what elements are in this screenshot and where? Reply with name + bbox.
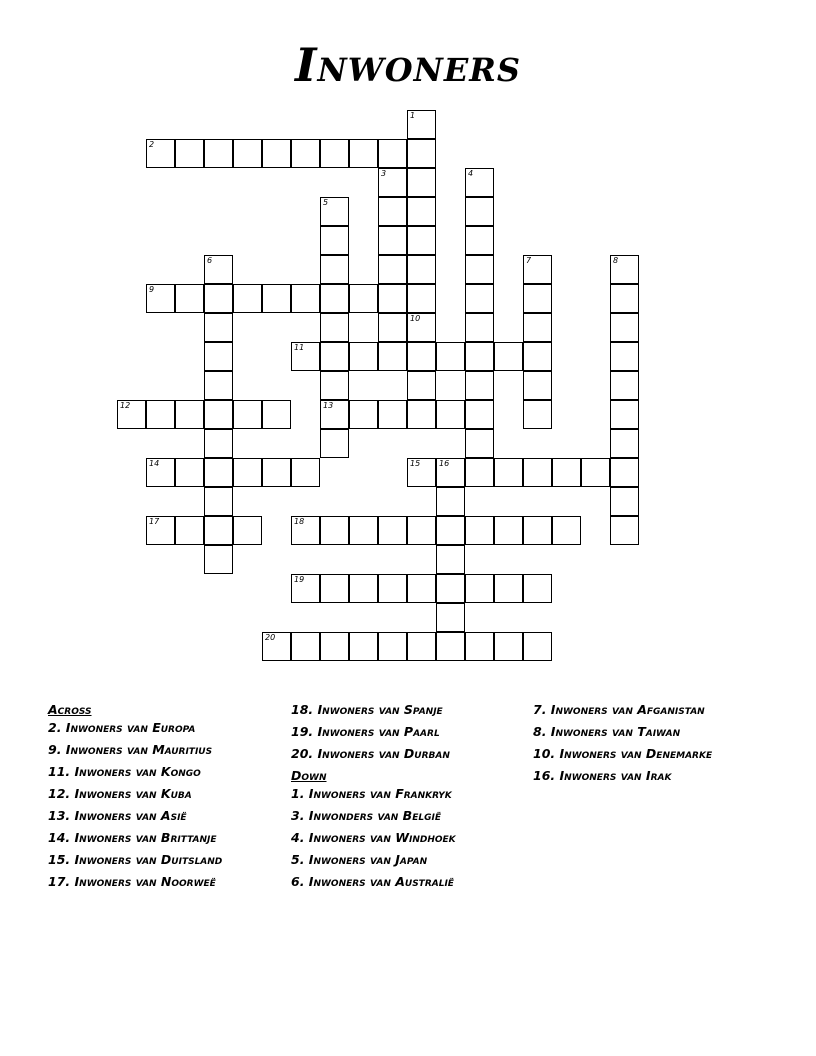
clue-number-label: 14. — [48, 830, 71, 845]
clue-number-label: 2. — [48, 720, 62, 735]
grid-cell[interactable] — [146, 284, 175, 313]
grid-cell[interactable] — [465, 458, 494, 487]
grid-cell[interactable] — [320, 371, 349, 400]
grid-cell[interactable] — [523, 342, 552, 371]
grid-cell[interactable] — [436, 487, 465, 516]
clue-number-label: 16. — [533, 768, 556, 783]
grid-cell[interactable] — [610, 429, 639, 458]
clue-column-3 — [533, 702, 758, 790]
clue-number: 5 — [323, 198, 329, 207]
grid-cell[interactable] — [523, 255, 552, 284]
grid-cell[interactable] — [146, 139, 175, 168]
grid-cell[interactable] — [320, 400, 349, 429]
clue-text: Inwoners van Japan — [304, 852, 428, 867]
grid-cell[interactable] — [407, 632, 436, 661]
clue-number-label: 15. — [48, 852, 71, 867]
grid-cell[interactable] — [204, 139, 233, 168]
clue-number: 18 — [294, 517, 305, 526]
clue-number: 15 — [410, 459, 421, 468]
grid-cell[interactable] — [407, 139, 436, 168]
across-heading: Across — [48, 702, 92, 717]
grid-cell[interactable] — [407, 458, 436, 487]
clue-column-2 — [291, 702, 516, 896]
grid-cell[interactable] — [175, 400, 204, 429]
clue-number-label: 1. — [291, 786, 305, 801]
grid-cell[interactable] — [320, 197, 349, 226]
grid-cell[interactable] — [436, 632, 465, 661]
grid-cell[interactable] — [262, 139, 291, 168]
clue-number-label: 10. — [533, 746, 556, 761]
grid-cell[interactable] — [291, 139, 320, 168]
clue-number-label: 8. — [533, 724, 547, 739]
across-clue — [48, 764, 273, 779]
grid-cell[interactable] — [465, 342, 494, 371]
clue-number-label: 17. — [48, 874, 71, 889]
grid-cell[interactable] — [175, 458, 204, 487]
down-clue — [533, 724, 758, 739]
clue-text: Inwoners van Durban — [313, 746, 450, 761]
clue-text: Inwoners van Frankryk — [304, 786, 452, 801]
grid-cell[interactable] — [204, 371, 233, 400]
grid-cell[interactable] — [407, 110, 436, 139]
grid-cell[interactable] — [146, 458, 175, 487]
grid-cell[interactable] — [581, 458, 610, 487]
grid-cell[interactable] — [610, 371, 639, 400]
grid-cell[interactable] — [349, 516, 378, 545]
grid-cell[interactable] — [494, 574, 523, 603]
grid-cell[interactable] — [465, 632, 494, 661]
clue-number: 1 — [410, 111, 416, 120]
down-heading: Down — [291, 768, 327, 783]
grid-cell[interactable] — [320, 284, 349, 313]
clue-number: 19 — [294, 575, 305, 584]
grid-cell[interactable] — [233, 516, 262, 545]
clue-text: Inwoners van Duitsland — [70, 852, 223, 867]
clue-number: 4 — [468, 169, 474, 178]
grid-cell[interactable] — [378, 197, 407, 226]
clue-number-label: 6. — [291, 874, 305, 889]
grid-cell[interactable] — [349, 139, 378, 168]
grid-cell[interactable] — [262, 632, 291, 661]
grid-cell[interactable] — [378, 255, 407, 284]
clue-number-label: 5. — [291, 852, 305, 867]
clue-number: 7 — [526, 256, 532, 265]
down-clue — [291, 786, 516, 801]
clue-number-label: 4. — [291, 830, 305, 845]
grid-cell[interactable] — [610, 313, 639, 342]
clue-text: Inwoners van Europa — [61, 720, 196, 735]
clue-text: Inwoners van Denemarke — [555, 746, 713, 761]
grid-cell[interactable] — [465, 255, 494, 284]
clue-number: 10 — [410, 314, 421, 323]
clue-text: Inwoners van Afganistan — [546, 702, 705, 717]
grid-cell[interactable] — [436, 545, 465, 574]
grid-cell[interactable] — [291, 632, 320, 661]
clue-text: Inwoners van Mauritius — [61, 742, 213, 757]
clue-number: 12 — [120, 401, 131, 410]
grid-cell[interactable] — [494, 458, 523, 487]
clue-number-label: 20. — [291, 746, 314, 761]
across-clue — [48, 786, 273, 801]
clue-column-1 — [48, 702, 273, 896]
grid-cell[interactable] — [204, 545, 233, 574]
clue-number-label: 13. — [48, 808, 71, 823]
down-clue — [533, 768, 758, 783]
clue-number: 11 — [294, 343, 305, 352]
grid-cell[interactable] — [610, 400, 639, 429]
grid-cell[interactable] — [233, 400, 262, 429]
clue-number: 16 — [439, 459, 450, 468]
clue-number: 3 — [381, 169, 387, 178]
grid-cell[interactable] — [175, 139, 204, 168]
grid-cell[interactable] — [610, 284, 639, 313]
clue-number: 13 — [323, 401, 334, 410]
grid-cell[interactable] — [378, 342, 407, 371]
down-clue — [291, 874, 516, 889]
down-clue — [291, 830, 516, 845]
grid-cell[interactable] — [204, 429, 233, 458]
grid-cell[interactable] — [262, 458, 291, 487]
across-clue — [291, 724, 516, 739]
grid-cell[interactable] — [610, 516, 639, 545]
grid-cell[interactable] — [175, 284, 204, 313]
grid-cell[interactable] — [146, 400, 175, 429]
grid-cell[interactable] — [523, 284, 552, 313]
grid-cell[interactable] — [378, 139, 407, 168]
grid-cell[interactable] — [146, 516, 175, 545]
grid-cell[interactable] — [204, 458, 233, 487]
grid-cell[interactable] — [407, 313, 436, 342]
grid-cell[interactable] — [523, 313, 552, 342]
down-clue — [291, 852, 516, 867]
grid-cell[interactable] — [407, 197, 436, 226]
clue-number-label: 19. — [291, 724, 314, 739]
grid-cell[interactable] — [407, 371, 436, 400]
across-clue — [48, 874, 273, 889]
clue-text: Inwoners van Taiwan — [546, 724, 681, 739]
across-clue — [291, 702, 516, 717]
grid-cell[interactable] — [291, 516, 320, 545]
clue-text: Inwoners van Windhoek — [304, 830, 456, 845]
grid-cell[interactable] — [320, 632, 349, 661]
clue-number-label: 9. — [48, 742, 62, 757]
grid-cell[interactable] — [320, 226, 349, 255]
grid-cell[interactable] — [436, 342, 465, 371]
across-clue — [48, 830, 273, 845]
grid-cell[interactable] — [378, 400, 407, 429]
grid-cell[interactable] — [610, 458, 639, 487]
grid-cell[interactable] — [320, 574, 349, 603]
grid-cell[interactable] — [204, 516, 233, 545]
grid-cell[interactable] — [407, 284, 436, 313]
grid-cell[interactable] — [523, 632, 552, 661]
grid-cell[interactable] — [494, 516, 523, 545]
clue-text: Inwoners van Paarl — [313, 724, 440, 739]
grid-cell[interactable] — [349, 574, 378, 603]
clue-number-label: 3. — [291, 808, 305, 823]
grid-cell[interactable] — [610, 487, 639, 516]
clue-text: Inwoners van Brittanje — [70, 830, 217, 845]
grid-cell[interactable] — [436, 400, 465, 429]
grid-cell[interactable] — [465, 516, 494, 545]
grid-cell[interactable] — [494, 632, 523, 661]
clue-number: 9 — [149, 285, 155, 294]
grid-cell[interactable] — [523, 574, 552, 603]
grid-cell[interactable] — [407, 226, 436, 255]
grid-cell[interactable] — [465, 226, 494, 255]
clue-number: 20 — [265, 633, 276, 642]
grid-cell[interactable] — [320, 139, 349, 168]
clue-text: Inwoners van Irak — [555, 768, 672, 783]
grid-cell[interactable] — [523, 516, 552, 545]
grid-cell[interactable] — [320, 429, 349, 458]
grid-cell[interactable] — [262, 400, 291, 429]
grid-cell[interactable] — [523, 458, 552, 487]
clue-number: 17 — [149, 517, 160, 526]
grid-cell[interactable] — [407, 255, 436, 284]
grid-cell[interactable] — [465, 429, 494, 458]
grid-cell[interactable] — [436, 603, 465, 632]
clue-text: Inwoners van Australië — [304, 874, 454, 889]
grid-cell[interactable] — [465, 371, 494, 400]
grid-cell[interactable] — [465, 284, 494, 313]
grid-cell[interactable] — [610, 255, 639, 284]
clue-number-label: 18. — [291, 702, 314, 717]
clue-number: 8 — [613, 256, 619, 265]
grid-cell[interactable] — [378, 574, 407, 603]
grid-cell[interactable] — [204, 487, 233, 516]
grid-cell[interactable] — [465, 400, 494, 429]
across-clue — [291, 746, 516, 761]
puzzle-title: Inwoners — [295, 38, 521, 92]
grid-cell[interactable] — [320, 342, 349, 371]
down-clue — [533, 702, 758, 717]
grid-cell[interactable] — [407, 574, 436, 603]
grid-cell[interactable] — [349, 400, 378, 429]
grid-cell[interactable] — [407, 342, 436, 371]
clue-number: 2 — [149, 140, 155, 149]
grid-cell[interactable] — [204, 400, 233, 429]
across-clue — [48, 742, 273, 757]
grid-cell[interactable] — [204, 284, 233, 313]
grid-cell[interactable] — [262, 284, 291, 313]
clue-text: Inwonders van België — [304, 808, 441, 823]
clue-number: 6 — [207, 256, 213, 265]
grid-cell[interactable] — [320, 313, 349, 342]
grid-cell[interactable] — [320, 255, 349, 284]
clue-number-label: 12. — [48, 786, 71, 801]
grid-cell[interactable] — [436, 516, 465, 545]
clue-text: Inwoners van Asië — [70, 808, 187, 823]
grid-cell[interactable] — [204, 313, 233, 342]
grid-cell[interactable] — [523, 400, 552, 429]
grid-cell[interactable] — [407, 168, 436, 197]
grid-cell[interactable] — [378, 516, 407, 545]
grid-cell[interactable] — [291, 574, 320, 603]
grid-cell[interactable] — [291, 284, 320, 313]
grid-cell[interactable] — [465, 197, 494, 226]
grid-cell[interactable] — [552, 458, 581, 487]
grid-cell[interactable] — [349, 284, 378, 313]
down-clue — [533, 746, 758, 761]
grid-cell[interactable] — [407, 400, 436, 429]
clue-text: Inwoners van Spanje — [313, 702, 443, 717]
grid-cell[interactable] — [494, 342, 523, 371]
grid-cell[interactable] — [407, 516, 436, 545]
grid-cell[interactable] — [204, 342, 233, 371]
grid-cell[interactable] — [349, 632, 378, 661]
grid-cell[interactable] — [320, 516, 349, 545]
grid-cell[interactable] — [465, 313, 494, 342]
grid-cell[interactable] — [378, 632, 407, 661]
grid-cell[interactable] — [523, 371, 552, 400]
grid-cell[interactable] — [233, 284, 262, 313]
grid-cell[interactable] — [175, 516, 204, 545]
across-clue — [48, 852, 273, 867]
grid-cell[interactable] — [378, 284, 407, 313]
grid-cell[interactable] — [291, 458, 320, 487]
clue-text: Inwoners van Kuba — [70, 786, 192, 801]
grid-cell[interactable] — [465, 574, 494, 603]
grid-cell[interactable] — [436, 458, 465, 487]
grid-cell[interactable] — [465, 168, 494, 197]
grid-cell[interactable] — [378, 313, 407, 342]
clue-number-label: 11. — [48, 764, 71, 779]
grid-cell[interactable] — [552, 516, 581, 545]
down-clue — [291, 808, 516, 823]
clue-text: Inwoners van Noorweë — [70, 874, 216, 889]
across-clue — [48, 720, 273, 735]
grid-cell[interactable] — [378, 168, 407, 197]
grid-cell[interactable] — [117, 400, 146, 429]
grid-cell[interactable] — [349, 342, 378, 371]
clue-number-label: 7. — [533, 702, 547, 717]
grid-cell[interactable] — [436, 574, 465, 603]
grid-cell[interactable] — [233, 139, 262, 168]
grid-cell[interactable] — [378, 226, 407, 255]
clue-number: 14 — [149, 459, 160, 468]
grid-cell[interactable] — [291, 342, 320, 371]
grid-cell[interactable] — [233, 458, 262, 487]
grid-cell[interactable] — [610, 342, 639, 371]
clue-text: Inwoners van Kongo — [70, 764, 201, 779]
across-clue — [48, 808, 273, 823]
grid-cell[interactable] — [204, 255, 233, 284]
